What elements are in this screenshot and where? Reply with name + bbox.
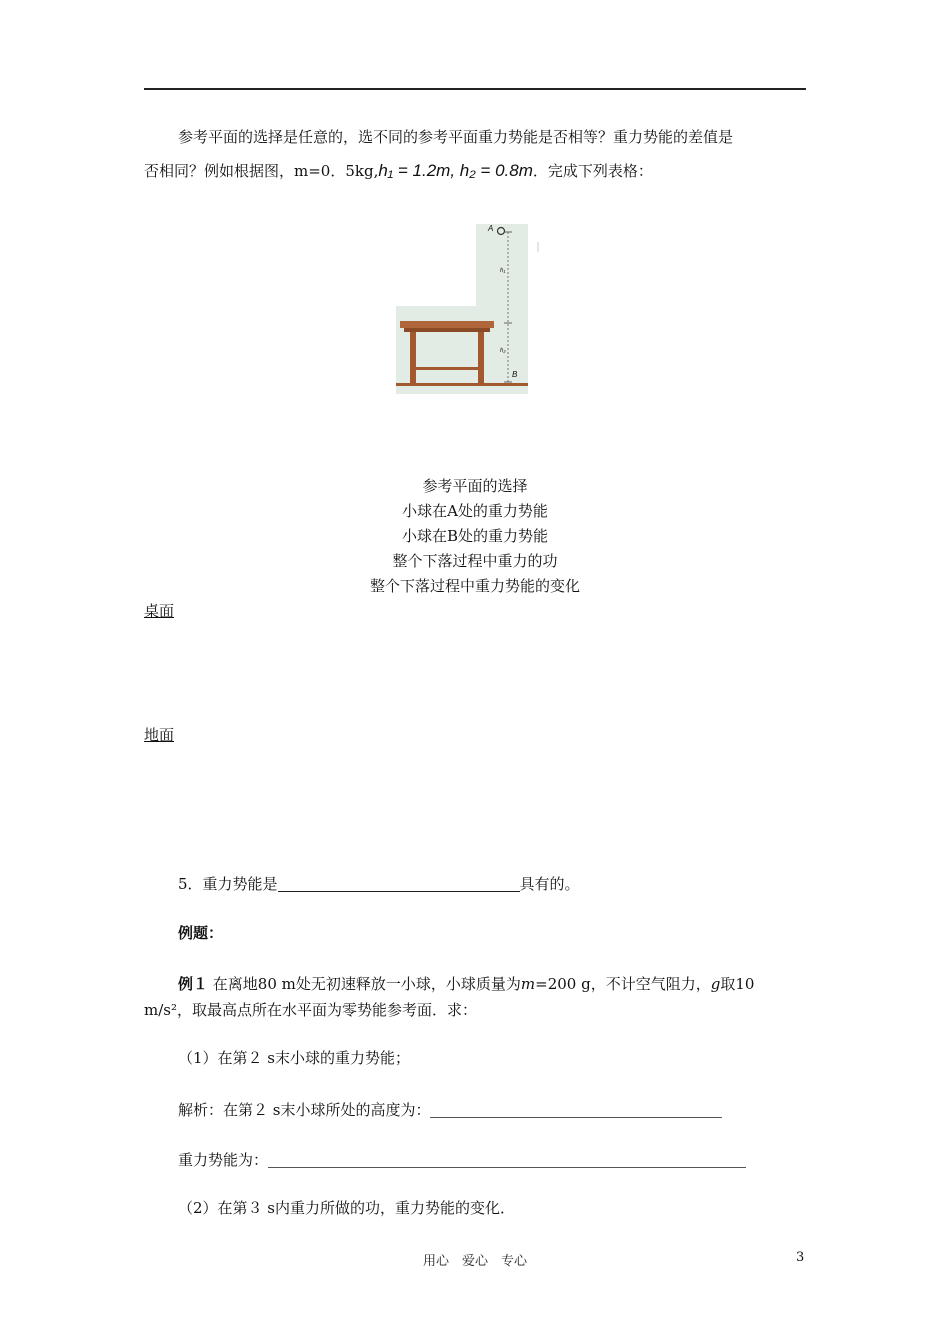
intro-paragraph bbox=[144, 122, 806, 152]
mass-variable: m bbox=[520, 975, 536, 993]
label-a: A bbox=[488, 224, 494, 233]
example-1-text3: 取10 bbox=[720, 975, 755, 993]
label-h1: h₁ bbox=[500, 268, 506, 274]
table-header-0: 参考平面的选择 bbox=[422, 477, 528, 495]
part-2: （2）在第３ s内重力所做的功，重力势能的变化． bbox=[178, 1199, 516, 1217]
example-1-text2: =200 g，不计空气阻力， bbox=[535, 975, 711, 993]
table-header-2: 小球在B处的重力势能 bbox=[401, 527, 549, 545]
example-1-text1: 在离地80 m处无初速释放一小球，小球质量为 bbox=[212, 975, 521, 993]
table-header-3: 整个下落过程中重力的功 bbox=[392, 552, 558, 570]
height-formula: h₁ = 1.2m, h₂ = 0.8m bbox=[378, 161, 533, 180]
label-b: B bbox=[512, 370, 518, 379]
analysis-2-blank[interactable] bbox=[268, 1151, 746, 1168]
question-5-blank[interactable] bbox=[278, 875, 520, 892]
gravity-variable: g bbox=[710, 975, 721, 993]
example-1-label: 例１ bbox=[178, 976, 209, 993]
example-1-line1 bbox=[178, 972, 754, 997]
table-row-ground: 地面 bbox=[144, 726, 175, 744]
intro-line2 bbox=[144, 156, 806, 186]
analysis-2-text: 重力势能为： bbox=[178, 1151, 269, 1169]
analysis-1 bbox=[178, 1098, 722, 1122]
question-5-pre: 5．重力势能是 bbox=[178, 875, 278, 893]
header-rule bbox=[144, 88, 806, 90]
table-header-4: 整个下落过程中重力势能的变化 bbox=[369, 577, 580, 595]
label-h2: h₂ bbox=[500, 348, 506, 354]
part-1: （1）在第２ s末小球的重力势能； bbox=[178, 1049, 411, 1067]
intro-line2-text: 否相同？例如根据图，m=0．5kg, bbox=[144, 162, 379, 180]
table-row-desk: 桌面 bbox=[144, 602, 175, 620]
question-5-post: 具有的。 bbox=[519, 875, 580, 893]
question-5 bbox=[178, 872, 580, 896]
footer-motto: 用心 爱心 专心 bbox=[422, 1254, 527, 1269]
analysis-2 bbox=[178, 1148, 746, 1172]
analysis-1-text: 解析：在第２ s末小球所处的高度为： bbox=[178, 1101, 431, 1119]
page-number: 3 bbox=[796, 1250, 805, 1265]
example-heading: 例题： bbox=[178, 925, 224, 942]
table-ball-figure bbox=[396, 224, 546, 394]
intro-line1: 参考平面的选择是任意的，选不同的参考平面重力势能是否相等？重力势能的差值是 bbox=[178, 128, 734, 146]
figure-svg bbox=[396, 224, 546, 394]
example-1-line2: m/s²，取最高点所在水平面为零势能参考面．求： bbox=[144, 1001, 477, 1019]
analysis-1-blank[interactable] bbox=[430, 1101, 722, 1118]
table-header-1: 小球在A处的重力势能 bbox=[402, 502, 548, 520]
intro-line2-end: ．完成下列表格： bbox=[532, 162, 653, 180]
